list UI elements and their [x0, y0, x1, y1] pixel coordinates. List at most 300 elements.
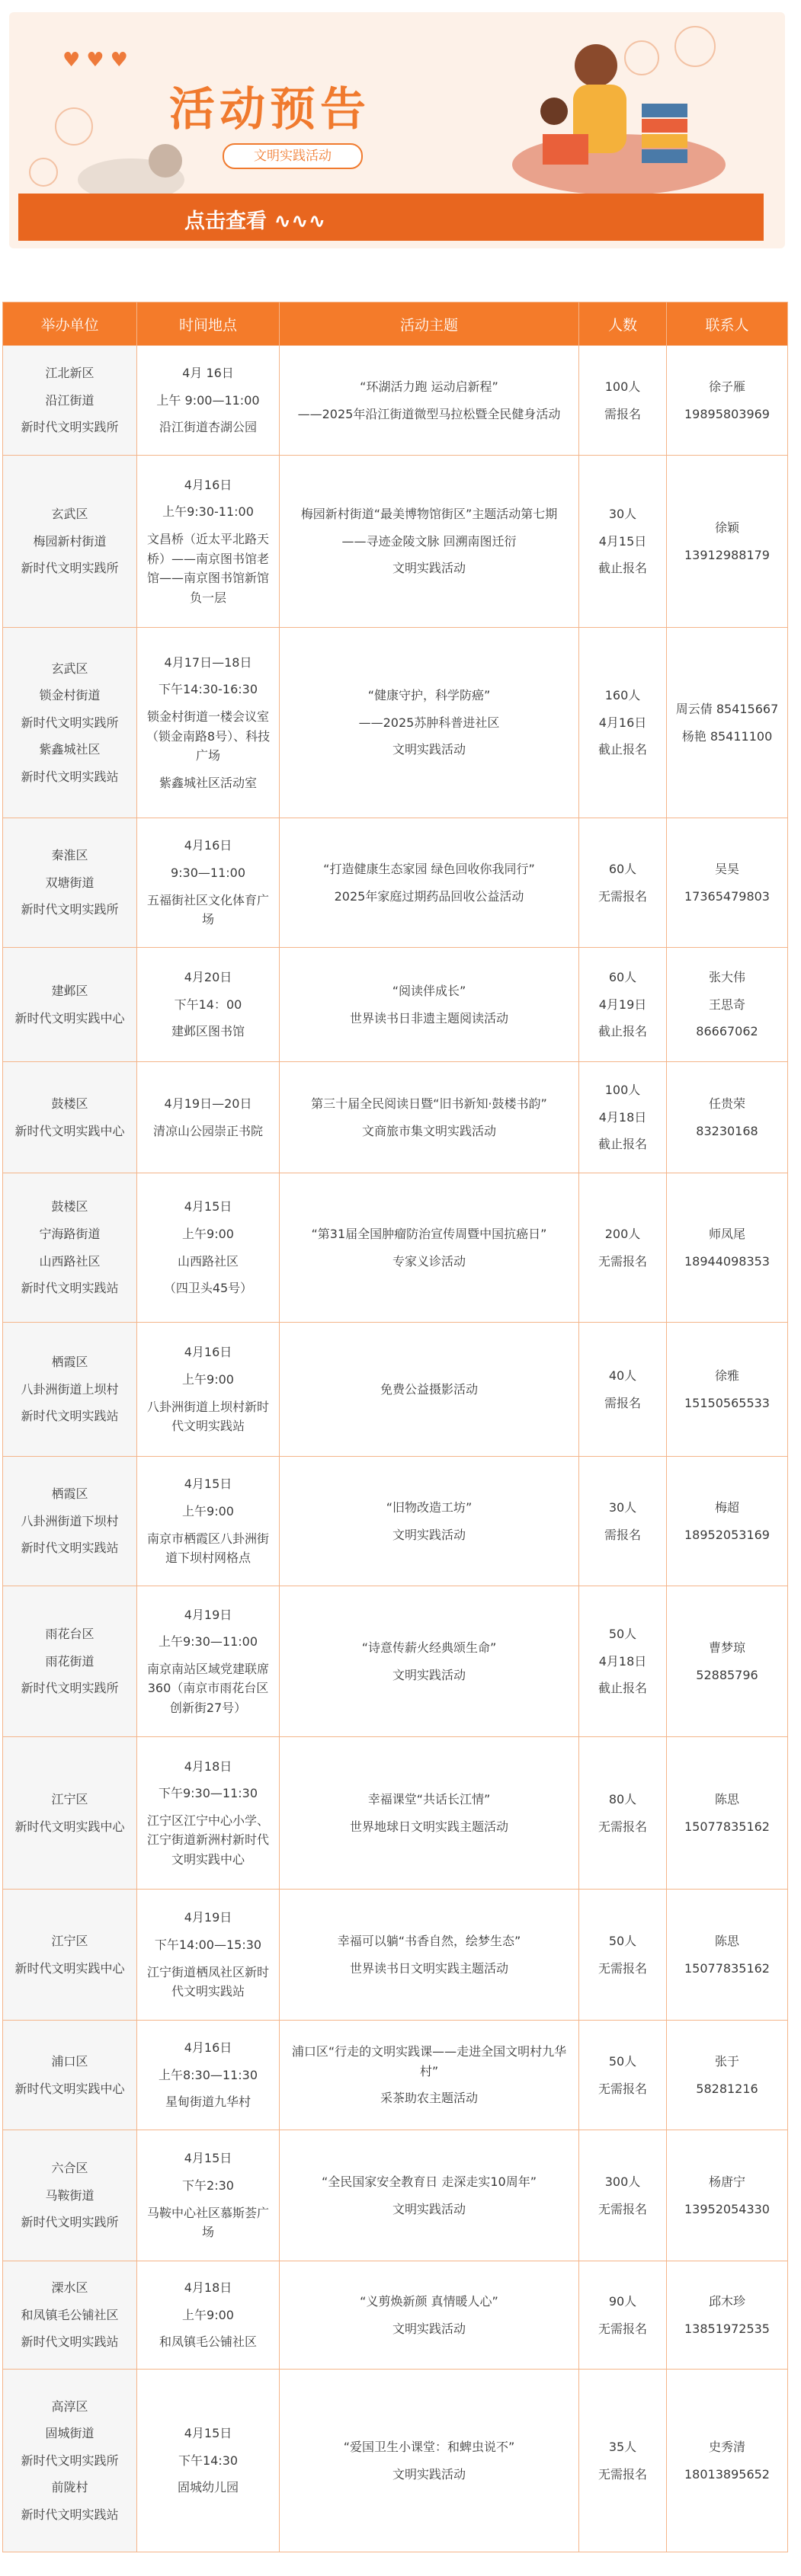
cell-line: 新时代文明实践中心: [14, 1010, 125, 1026]
cell-line: 紫鑫城社区活动室: [159, 775, 257, 790]
cell-line: 固城幼儿园: [177, 2480, 239, 2495]
book-stack-icon: [642, 149, 687, 163]
flower-icon: [30, 158, 57, 186]
theme-cell: [280, 2370, 579, 2552]
cell-line: 建邺区图书馆: [171, 1024, 245, 1039]
cell-line: 新时代文明实践中心: [14, 2081, 125, 2096]
contact-cell: [667, 1737, 788, 1890]
contact-cell: [667, 628, 788, 818]
cell-line: 文商旅市集文明实践活动: [361, 1123, 496, 1138]
cell-line: 高淳区: [51, 2398, 88, 2414]
cell-line: 4月18日: [184, 2280, 232, 2296]
cell-line: 徐子雁: [708, 379, 745, 394]
cell-line: 第三十届全民阅读日暨“旧书新知·鼓楼书韵”: [311, 1096, 547, 1111]
organizer-cell: [3, 1173, 137, 1323]
cell-line: 梅超: [714, 1499, 739, 1515]
cell-line: 鼓楼区: [51, 1199, 88, 1214]
cell-line: 文明实践活动: [392, 742, 466, 757]
cell-line: 无需报名: [598, 1819, 647, 1834]
cell-line: 新时代文明实践站: [21, 1541, 119, 1556]
table-row: [3, 2130, 788, 2261]
cell-line: 栖霞区: [51, 1486, 88, 1502]
cell-line: 新时代文明实践所: [21, 420, 119, 435]
cell-line: 4月15日: [184, 1199, 232, 1214]
cell-line: 下午14:00—15:30: [154, 1937, 262, 1952]
cell-line: 需报名: [604, 406, 641, 421]
cell-line: 和凤镇毛公铺社区: [159, 2334, 257, 2350]
cell-line: 新时代文明实践中心: [14, 1819, 125, 1834]
time-place-cell: [137, 2021, 280, 2130]
cell-line: 截止报名: [598, 1024, 647, 1039]
cell-line: 4月19日: [184, 1607, 232, 1622]
table-row: [3, 628, 788, 818]
cell-line: 山西路社区: [39, 1253, 101, 1269]
cell-line: “健康守护，科学防癌”: [367, 688, 491, 703]
child-icon: [540, 98, 568, 125]
flower-icon: [675, 27, 715, 66]
organizer-cell: [3, 2021, 137, 2130]
header-theme: 活动主题: [280, 302, 579, 346]
table-row: [3, 1457, 788, 1586]
book-stack-icon: [642, 134, 687, 148]
cell-line: 19895803969: [684, 406, 770, 421]
cell-line: 上午9:30-11:00: [162, 504, 254, 520]
cell-line: 曹梦琼: [708, 1640, 745, 1655]
count-cell: [579, 346, 667, 456]
cell-line: 13952054330: [684, 2201, 770, 2216]
cell-line: 周云倩 85415667: [675, 701, 779, 716]
cell-line: 文明实践活动: [392, 561, 466, 576]
cell-line: 18944098353: [684, 1253, 770, 1269]
cell-line: “爱国卫生小课堂：和蜱虫说不”: [343, 2439, 515, 2454]
cell-line: 4月19日: [184, 1910, 232, 1925]
cell-line: 文明实践活动: [392, 1527, 466, 1542]
theme-cell: [280, 2130, 579, 2261]
theme-cell: [280, 2021, 579, 2130]
organizer-cell: [3, 2130, 137, 2261]
time-place-cell: [137, 346, 280, 456]
cell-line: 南京市栖霞区八卦洲街道下坝村网格点: [146, 1531, 269, 1566]
cell-line: 新时代文明实践站: [21, 1409, 119, 1424]
cell-line: 文昌桥（近太平北路天桥）——南京图书馆老馆——南京图书馆新馆负一层: [146, 531, 269, 605]
cell-line: 新时代文明实践站: [21, 2507, 119, 2522]
cell-line: 山西路社区: [177, 1253, 239, 1269]
cell-line: 吴昊: [714, 861, 739, 876]
cell-line: 4月18日: [598, 1109, 647, 1125]
cell-line: 下午14:30: [178, 2453, 239, 2468]
count-cell: [579, 456, 667, 628]
table-row: [3, 2021, 788, 2130]
cell-line: 4月15日: [184, 2151, 232, 2166]
cell-line: 15150565533: [684, 1395, 770, 1410]
theme-cell: [280, 818, 579, 948]
cell-line: 下午14：00: [174, 997, 242, 1012]
cell-line: 沿江街道: [45, 392, 95, 408]
cell-line: 文明实践活动: [392, 2201, 466, 2216]
cell-line: 杨唐宁: [708, 2174, 745, 2189]
cell-line: 史秀清: [708, 2439, 745, 2454]
organizer-cell: [3, 1890, 137, 2021]
mother-icon: [575, 44, 617, 87]
cell-line: 雨花街道: [45, 1653, 95, 1669]
cell-line: 沿江街道杏湖公园: [159, 420, 257, 435]
cell-line: 截止报名: [598, 1681, 647, 1696]
cell-line: 杨艳 85411100: [681, 728, 773, 744]
cell-line: “义剪焕新颜 真情暖人心”: [360, 2293, 498, 2309]
cell-line: 徐颖: [714, 520, 739, 535]
organizer-cell: [3, 1457, 137, 1586]
cell-line: 50人: [608, 1933, 637, 1948]
cell-line: 玄武区: [51, 507, 88, 522]
contact-cell: [667, 1173, 788, 1323]
cell-line: 下午9:30—11:30: [158, 1786, 258, 1801]
cell-line: 无需报名: [598, 2466, 647, 2482]
theme-cell: [280, 1457, 579, 1586]
banner-title: 活动预告: [169, 83, 370, 136]
cell-line: 上午 9:00—11:00: [156, 392, 260, 408]
cell-line: 4月16日: [598, 715, 647, 730]
cell-line: 4月 16日: [182, 366, 234, 381]
cell-line: 江宁区江宁中心小学、江宁街道新洲村新时代文明实践中心: [146, 1813, 269, 1867]
theme-cell: [280, 1737, 579, 1890]
cell-line: 截止报名: [598, 1137, 647, 1152]
cell-line: 新时代文明实践所: [21, 561, 119, 576]
cell-line: 4月15日: [184, 2426, 232, 2441]
cell-line: 60人: [608, 970, 637, 985]
count-cell: [579, 2370, 667, 2552]
cell-line: 上午9:00: [182, 1226, 234, 1241]
cell-line: 15077835162: [684, 1819, 770, 1834]
cta-stripe[interactable]: [18, 194, 764, 241]
theme-cell: [280, 1173, 579, 1323]
cell-line: 免费公益摄影活动: [380, 1381, 478, 1397]
cell-line: （四卫头45号）: [163, 1281, 253, 1296]
organizer-cell: [3, 628, 137, 818]
cell-line: 50人: [608, 1627, 637, 1642]
cell-line: 栖霞区: [51, 1355, 88, 1370]
cell-line: “阅读伴成长”: [392, 983, 466, 998]
cell-line: 新时代文明实践中心: [14, 1960, 125, 1976]
theme-cell: [280, 346, 579, 456]
cell-line: 文明实践活动: [392, 2321, 466, 2336]
theme-cell: [280, 1890, 579, 2021]
cell-line: 文明实践活动: [392, 1667, 466, 1682]
header-time-place: 时间地点: [137, 302, 280, 346]
cell-line: 幸福课堂“共话长江情”: [367, 1791, 491, 1806]
cell-line: 邱木珍: [708, 2293, 745, 2309]
header-count: 人数: [579, 302, 667, 346]
events-table: [2, 302, 788, 2552]
contact-cell: [667, 2021, 788, 2130]
time-place-cell: [137, 1173, 280, 1323]
cell-line: 4月16日: [184, 1345, 232, 1360]
cell-line: 紫鑫城社区: [39, 742, 101, 757]
cell-line: 86667062: [696, 1024, 758, 1039]
cell-line: “环湖活力跑 运动启新程”: [360, 379, 498, 394]
cell-line: 张大伟: [708, 970, 745, 985]
cell-line: 五福街社区文化体育广场: [146, 892, 269, 927]
cell-line: 马鞍街道: [45, 2187, 95, 2203]
cell-line: 星甸街道九华村: [165, 2094, 251, 2110]
book-stack-icon: [642, 119, 687, 133]
count-cell: [579, 2021, 667, 2130]
cell-line: 八卦洲街道上坝村新时代文明实践站: [146, 1399, 269, 1434]
contact-cell: [667, 948, 788, 1062]
cell-line: 六合区: [51, 2161, 88, 2176]
count-cell: [579, 1173, 667, 1323]
cell-line: 上午9:30—11:00: [158, 1634, 258, 1650]
cell-line: 徐雅: [714, 1368, 739, 1383]
count-cell: [579, 1890, 667, 2021]
cell-line: 下午14:30-16:30: [159, 682, 258, 697]
time-place-cell: [137, 1890, 280, 2021]
table-row: [3, 1890, 788, 2021]
cell-line: 无需报名: [598, 2201, 647, 2216]
cell-line: 秦淮区: [51, 848, 88, 863]
cell-line: “打造健康生态家园 绿色回收你我同行”: [323, 861, 535, 876]
cell-line: 40人: [608, 1368, 637, 1383]
time-place-cell: [137, 948, 280, 1062]
cell-line: 30人: [608, 507, 637, 522]
cell-line: 上午9:00: [182, 1371, 234, 1387]
cell-line: 陈思: [714, 1933, 739, 1948]
cell-line: 梅园新村街道: [33, 533, 107, 549]
cell-line: 无需报名: [598, 2081, 647, 2096]
table-row: [3, 2261, 788, 2370]
cell-line: 和凤镇毛公铺社区: [21, 2307, 119, 2322]
time-place-cell: [137, 818, 280, 948]
cell-line: 9:30—11:00: [170, 865, 246, 880]
cell-line: 任贵荣: [708, 1096, 745, 1111]
cell-line: “诗意传薪火经典颂生命”: [361, 1640, 497, 1655]
cell-line: 锁金村街道一楼会议室（锁金南路8号）、科技广场: [146, 709, 271, 763]
organizer-cell: [3, 346, 137, 456]
time-place-cell: [137, 1323, 280, 1457]
count-cell: [579, 1457, 667, 1586]
contact-cell: [667, 456, 788, 628]
cell-line: 采茶助农主题活动: [380, 2091, 478, 2106]
cell-line: 世界地球日文明实践主题活动: [349, 1819, 508, 1834]
cta-button[interactable]: 点击查看 ∿∿∿: [184, 210, 326, 233]
contact-cell: [667, 1890, 788, 2021]
table-row: [3, 948, 788, 1062]
table-header-row: [3, 302, 788, 346]
cell-line: 200人: [604, 1226, 641, 1241]
organizer-cell: [3, 1586, 137, 1737]
cell-line: 无需报名: [598, 1253, 647, 1269]
cell-line: 文明实践活动: [392, 2466, 466, 2482]
cell-line: 15077835162: [684, 1960, 770, 1976]
cell-line: 世界读书日非遗主题阅读活动: [349, 1010, 508, 1026]
contact-cell: [667, 2370, 788, 2552]
time-place-cell: [137, 456, 280, 628]
cat-head-icon: [149, 144, 182, 178]
cell-line: 4月18日: [598, 1653, 647, 1669]
table-row: [3, 818, 788, 948]
table-row: [3, 1062, 788, 1173]
flower-icon: [625, 41, 658, 75]
header-contact: 联系人: [667, 302, 788, 346]
theme-cell: [280, 1586, 579, 1737]
organizer-cell: [3, 1062, 137, 1173]
organizer-cell: [3, 1737, 137, 1890]
cell-line: 4月19日—20日: [164, 1096, 252, 1111]
cell-line: 双塘街道: [45, 875, 95, 890]
theme-cell: [280, 1062, 579, 1173]
table-row: [3, 1737, 788, 1890]
cell-line: 新时代文明实践所: [21, 1681, 119, 1696]
cell-line: 溧水区: [51, 2280, 88, 2296]
cell-line: 160人: [604, 688, 641, 703]
cell-line: 前陇村: [51, 2480, 88, 2495]
contact-cell: [667, 1062, 788, 1173]
organizer-cell: [3, 2370, 137, 2552]
cell-line: 新时代文明实践站: [21, 1281, 119, 1296]
cell-line: 雨花台区: [45, 1627, 95, 1642]
contact-cell: [667, 818, 788, 948]
time-place-cell: [137, 1586, 280, 1737]
cell-line: 新时代文明实践所: [21, 2453, 119, 2468]
cell-line: 师凤尾: [708, 1226, 745, 1241]
cell-line: 下午2:30: [182, 2178, 234, 2193]
theme-cell: [280, 2261, 579, 2370]
cell-line: 35人: [608, 2439, 637, 2454]
book-icon: [543, 134, 588, 165]
count-cell: [579, 1323, 667, 1457]
cell-line: 宁海路街道: [39, 1226, 101, 1241]
flower-icon: [56, 108, 92, 145]
cell-line: 4月20日: [184, 970, 232, 985]
cell-line: 新时代文明实践站: [21, 2334, 119, 2350]
contact-cell: [667, 1323, 788, 1457]
time-place-cell: [137, 1457, 280, 1586]
cell-line: 2025年家庭过期药品回收公益活动: [334, 888, 524, 904]
time-place-cell: [137, 2130, 280, 2261]
cell-line: 江宁街道栖凤社区新时代文明实践站: [146, 1964, 269, 1999]
cell-line: “旧物改造工坊”: [386, 1499, 473, 1515]
cell-line: 专家义诊活动: [392, 1253, 466, 1269]
time-place-cell: [137, 2261, 280, 2370]
table-row: [3, 1173, 788, 1323]
cell-line: 4月19日: [598, 997, 647, 1012]
cell-line: 60人: [608, 861, 637, 876]
cell-line: 八卦洲街道下坝村: [21, 1513, 119, 1528]
cell-line: 30人: [608, 1499, 637, 1515]
cell-line: 南京南站区域党建联席360（南京市雨花台区创新街27号）: [146, 1661, 269, 1715]
cell-line: 4月15日: [598, 533, 647, 549]
theme-cell: [280, 456, 579, 628]
cell-line: 清凉山公园崇正书院: [152, 1123, 263, 1138]
cell-line: 锁金村街道: [39, 688, 101, 703]
cell-line: 上午9:00: [182, 2307, 234, 2322]
cell-line: 无需报名: [598, 2321, 647, 2336]
hearts-icon: ♥♥♥: [62, 49, 134, 72]
cell-line: 无需报名: [598, 888, 647, 904]
cell-line: 上午8:30—11:30: [158, 2067, 258, 2082]
book-stack-icon: [642, 104, 687, 117]
cell-line: 新时代文明实践站: [21, 769, 119, 784]
cell-line: 世界读书日文明实践主题活动: [349, 1960, 508, 1976]
theme-cell: [280, 948, 579, 1062]
organizer-cell: [3, 818, 137, 948]
cell-line: 新时代文明实践中心: [14, 1123, 125, 1138]
contact-cell: [667, 2261, 788, 2370]
cell-line: 18013895652: [684, 2466, 770, 2482]
cell-line: 鼓楼区: [51, 1096, 88, 1111]
theme-cell: [280, 628, 579, 818]
cell-line: 无需报名: [598, 1960, 647, 1976]
cell-line: 新时代文明实践所: [21, 715, 119, 730]
table-row: [3, 346, 788, 456]
cell-line: 梅园新村街道“最美博物馆街区”主题活动第七期: [300, 507, 558, 522]
count-cell: [579, 2261, 667, 2370]
cell-line: 4月16日: [184, 477, 232, 492]
cell-line: 陈思: [714, 1791, 739, 1806]
organizer-cell: [3, 948, 137, 1062]
cell-line: 建邺区: [51, 983, 88, 998]
cell-line: 浦口区: [51, 2053, 88, 2069]
cell-line: 13851972535: [684, 2321, 770, 2336]
cell-line: 4月15日: [184, 1477, 232, 1492]
cell-line: 4月18日: [184, 1758, 232, 1774]
contact-cell: [667, 1586, 788, 1737]
cell-line: 90人: [608, 2293, 637, 2309]
cell-line: 截止报名: [598, 742, 647, 757]
cell-line: “全民国家安全教育日 走深走实10周年”: [321, 2174, 537, 2189]
cell-line: ——寻迹金陵文脉 回溯南图迁衍: [341, 533, 517, 549]
header-unit: 举办单位: [3, 302, 137, 346]
count-cell: [579, 1586, 667, 1737]
cell-line: 江宁区: [51, 1791, 88, 1806]
time-place-cell: [137, 1737, 280, 1890]
cell-line: 浦口区“行走的文明实践课——走进全国文明村九华村”: [291, 2044, 567, 2078]
cell-line: 4月17日—18日: [164, 654, 252, 670]
count-cell: [579, 628, 667, 818]
cell-line: 幸福可以躺“书香自然，绘梦生态”: [337, 1933, 521, 1948]
cell-line: 上午9:00: [182, 1503, 234, 1518]
table-row: [3, 2370, 788, 2552]
cell-line: 52885796: [696, 1667, 758, 1682]
cell-line: 新时代文明实践所: [21, 2215, 119, 2230]
cell-line: ——2025年沿江街道微型马拉松暨全民健身活动: [297, 406, 561, 421]
table-row: [3, 456, 788, 628]
cell-line: 玄武区: [51, 661, 88, 676]
cell-line: 江北新区: [45, 366, 95, 381]
count-cell: [579, 1737, 667, 1890]
cell-line: 17365479803: [684, 888, 770, 904]
cell-line: 4月16日: [184, 838, 232, 853]
table-row: [3, 1586, 788, 1737]
cell-line: 4月16日: [184, 2040, 232, 2056]
cell-line: 江宁区: [51, 1933, 88, 1948]
cell-line: 八卦洲街道上坝村: [21, 1381, 119, 1397]
cell-line: 需报名: [604, 1395, 641, 1410]
cell-line: 需报名: [604, 1527, 641, 1542]
time-place-cell: [137, 1062, 280, 1173]
contact-cell: [667, 2130, 788, 2261]
organizer-cell: [3, 2261, 137, 2370]
banner-subtitle: 文明实践活动: [223, 143, 363, 169]
organizer-cell: [3, 1323, 137, 1457]
cell-line: 50人: [608, 2053, 637, 2069]
banner: [9, 12, 785, 248]
cell-line: 13912988179: [684, 547, 770, 562]
cell-line: 18952053169: [684, 1527, 770, 1542]
cell-line: 新时代文明实践所: [21, 902, 119, 917]
cell-line: 王思奇: [708, 997, 745, 1012]
cell-line: 固城街道: [45, 2426, 95, 2441]
cell-line: 马鞍中心社区慕斯荟广场: [146, 2205, 269, 2240]
